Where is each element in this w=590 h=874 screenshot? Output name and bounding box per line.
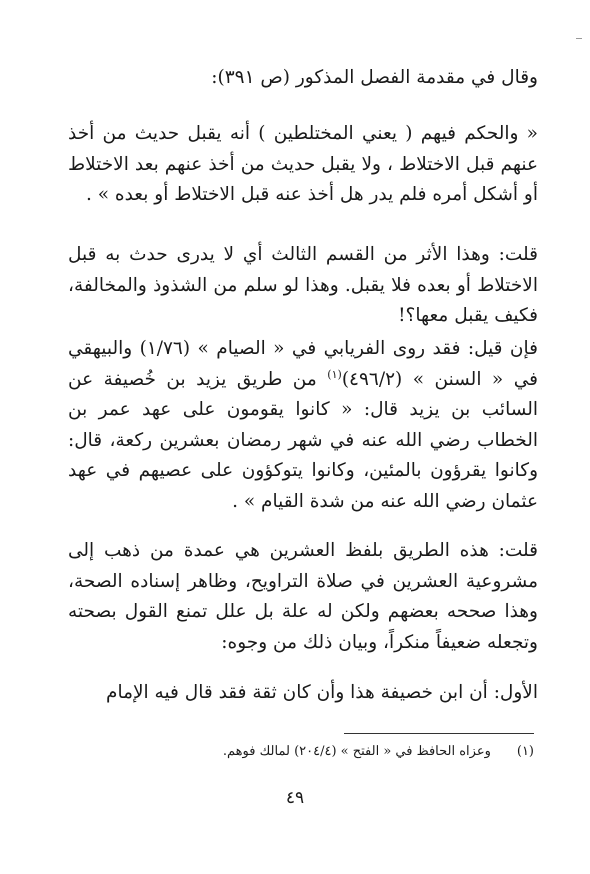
footnote-number: (١) bbox=[516, 744, 534, 759]
page-number: ٤٩ bbox=[285, 788, 305, 808]
footnote-text: وعزاه الحافظ في « الفتح » (٢٠٤/٤) لمالك فوهم. bbox=[222, 744, 491, 759]
footnote-divider bbox=[344, 733, 534, 734]
paragraph-quote-ruling: « والحكم فيهم ( يعني المختلطين ) أنه يقبل حديث من أخذ عنهم قبل الاختلاط ، ولا يقبل حديث من أخذ عنهم بعد الاختلاط أو أشكل أمره فلم يدر هل أخذ عنه قبل الاختلاط أو بعده » . bbox=[68, 123, 538, 205]
paragraph-comment-2: قلت: هذه الطريق بلفظ العشرين هي عمدة من ذهب إلى مشروعية العشرين في صلاة التراويح، وظاهر إسناده الصحة، وهذا صححه بعضهم ولكن له علة بل علل تمنع القول بصحته وتجعله ضعيفاً منكراً، وبيان ذلك من وجوه: bbox=[68, 540, 538, 653]
footnote-reference[interactable]: (١) bbox=[327, 367, 342, 381]
footnote bbox=[64, 742, 534, 762]
paragraph-intro: وقال في مقدمة الفصل المذكور (ص ٣٩١): bbox=[211, 67, 538, 88]
page-edge-mark bbox=[576, 38, 582, 39]
paragraph-objection bbox=[68, 334, 538, 517]
paragraph-comment-1: قلت: وهذا الأثر من القسم الثالث أي لا يدرى حدث به قبل الاختلاط أو بعده فلا يقبل. وهذا لو سلم من الشذوذ والمخالفة، فكيف يقبل معها؟! bbox=[68, 244, 538, 326]
objection-text-end: من طريق يزيد بن خُصيفة عن السائب بن يزيد قال: « كانوا يقومون على عهد عمر بن الخطاب رضي الله عنه في شهر رمضان بعشرين ركعة، قال: وكانوا يقرؤون بالمئين، وكانوا يتوكؤون على عصيهم في عهد عثمان رضي الله عنه من شدة القيام » . bbox=[68, 368, 538, 512]
objection-text-start: فإن قيل: فقد روى الفريابي في « الصيام » (١/٧٦) والبيهقي في « السنن » (٤٩٦/٢) bbox=[68, 338, 538, 390]
paragraph-first-point: الأول: أن ابن خصيفة هذا وأن كان ثقة فقد قال فيه الإمام bbox=[105, 682, 538, 703]
